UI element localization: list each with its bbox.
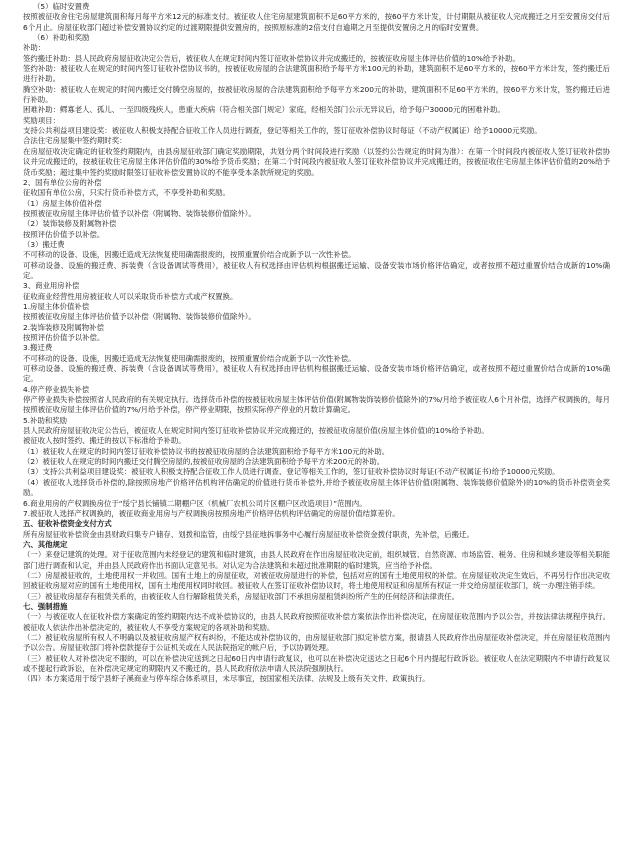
paragraph: （一）与被征收人在征收补偿方案确定的签约期限内达不成补偿协议的，由县人民政府按照征收补偿方案依法作出补偿决定，在房屋征收范围内予以公告，并按法律法规程序执行。被征收人依法作出补偿决定的，被征收人不享受方案规定的各项补助和奖励。 — [23, 612, 610, 632]
paragraph: （4）被征收人选择货币补偿的,除按照房地产价格评估机构评估确定的价值进行货币补偿外,并给予被征收房屋主体评估价值(附属物、装饰装修价值除外)的10%的货币补偿资金奖励。 — [23, 477, 610, 498]
paragraph: （四）本方案适用于绥宁县虾子溪商业与停车综合体系项目，未尽事宜，按国家相关法律、法规及上级有关文件、政策执行。 — [23, 674, 430, 684]
section-heading: 六、其他规定 — [23, 539, 68, 549]
paragraph: 按照评估价值予以补偿。 — [23, 229, 105, 239]
paragraph: （6）补助和奖励 — [33, 33, 90, 43]
paragraph: （1）被征收人在规定的时间内签订征收补偿协议书的按被征收房屋的合法建筑面积给予每平方米100元的补助。 — [23, 446, 390, 456]
paragraph: 按照被征收房屋主体评估价值予以补偿（附属物、装饰装修价值除外）。 — [23, 312, 256, 322]
paragraph: 4.停产停业损失补偿 — [23, 384, 90, 394]
paragraph: 被征收人按时签约、搬迁的按以下标准给予补助。 — [23, 436, 186, 446]
paragraph: （2）装饰装修及附属物补偿 — [23, 219, 117, 229]
paragraph: （三）被征收房屋存有租赁关系的，由被征收人自行解除租赁关系，房屋征收部门不承担房屋租赁纠纷所产生的任何经济和法律责任。 — [23, 591, 460, 601]
paragraph: 7.被征收人选择产权调换的，被征收商业用房与产权调换房按照房地产价格评估机构评估确定的房屋价值结算差价。 — [23, 508, 400, 518]
paragraph: （3）搬迁费 — [23, 239, 65, 249]
paragraph: （三）被征收人对补偿决定不服的，可以在补偿决定送到之日起60日内申请行政复议，也可以在补偿决定送达之日起6个月内提起行政诉讼。被征收人在法定期限内不申请行政复议或不提起行政诉讼，在补偿决定规定的期限内又不搬迁的，县人民政府依法申请人民法院强制执行。 — [23, 653, 610, 673]
paragraph: 县人民政府房屋征收决定公告后，被征收人在规定时间内签订征收补偿协议并完成搬迁的，按被征收房屋价值(房屋主体价值)的10%给予补助。 — [23, 426, 489, 436]
paragraph: 合法住宅房屋集中签约期时奖： — [23, 136, 127, 146]
paragraph: 可移动设备、设施的搬迁费、拆装费（含设备调试等费用），被征收人有权选择由评估机构根据搬迁运输、设备安装市场价格评估确定，或者按照不超过重置价结合成新的10%确定。 — [23, 260, 610, 280]
paragraph: 不可移动的设备、设施，因搬迁造成无法恢复使用确需报废的，按照重置价结合成新予以一次性补偿。 — [23, 353, 356, 363]
paragraph: 按照被征收舍住宅房屋建筑面积每月每平方米12元的标准支付。被征收人住宅房屋建筑面积不足60平方米的，按60平方米计发，计付期限从被征收人完成搬迁之月至安置房交付后6个月止。房屋征收部门超过补偿安置协议约定的过渡期限提供安置房的，按照原标准的2倍支付自逾期之月至提供安置房之月的临时安置费。 — [23, 12, 610, 32]
paragraph: 不可移动的设备、设施，因搬迁造成无法恢复使用确需报废的，按照重置价结合成新予以一次性补偿。 — [23, 250, 356, 260]
paragraph: （3）支持公共利益项目建设奖：被征收人积极支持配合征收工作人员进行调查、登记等相关工作的，签订征收补偿协议时每证(不动产权属证书)给予10000元奖励。 — [23, 467, 560, 477]
paragraph: 2、国有单位公房的补偿 — [23, 177, 102, 187]
paragraph: 所有房屋征收补偿资金由县财政归集专户储存、划拨和监管，由绥宁县征地拆事务中心履行房屋征收补偿资金拨付职责，先补偿，后搬迁。 — [23, 529, 474, 539]
section-heading: 五、征收补偿资金支付方式 — [23, 519, 112, 529]
paragraph: 可移动设备、设施的搬迁费、拆装费（含设备调试等费用），被征收人有权选择由评估机构根据搬迁运输、设备安装市场价格评估确定，或者按照不超过重置价结合成新的10%确定。 — [23, 364, 610, 384]
paragraph: 签约搬迁补助：县人民政府房屋征收决定公告后，被征收人在规定时间内签订征收补偿协议并完成搬迁的，按被征收房屋主体评估价值的10%给予补助。 — [23, 53, 520, 63]
section-heading: 七、强制措施 — [23, 601, 68, 611]
paragraph: （二）被征收房屋所有权人不明确以及被征收房屋产权有纠纷，不能达成补偿协议的，由房屋征收部门拟定补偿方案，报请县人民政府作出房屋征收补偿决定，并在房屋征收范围内予以公告。房屋征收部门将补偿款提存于公证机关或在人民法院指定的帐户后，予以协调处理。 — [23, 632, 610, 653]
paragraph: 3.搬迁费 — [23, 343, 53, 353]
paragraph: 按照被征收房屋主体评估价值予以补偿（附属物、装饰装修价值除外）。 — [23, 208, 256, 218]
paragraph: 支持公共利益项目建设奖：被征收人积极支持配合征收工作人员进行调查，登记等相关工作的，签订征收补偿协议时每证（不动产权属证）给予10000元奖励。 — [23, 126, 542, 136]
paragraph: 腾空补助：被征收人在规定的时间内搬迁交付腾空房屋的，按被征收房屋的合法建筑面积给予每平方米200元的补助，建筑面积不足60平方米的，按60平方米计发，签约搬迁后进行补助。 — [23, 84, 610, 105]
paragraph: （二）房屋被征收的，土地使用权一并收回。国有土地上的房屋征收，对被征收房屋进行的补偿，包括对应的国有土地使用权的补偿。在房屋征收决定生效后，不再另行作出决定收回被征收房屋对应的国有土地使用权，国有土地使用权同时收回。被征收人在签订征收补偿协议时，将土地使用权证和房屋所有权证一并交给房屋征收部门，统一办理注销手续。 — [23, 570, 610, 591]
paragraph: （2）被征收人在规定的时间内搬迁交付腾空房屋的,按被征收房屋的合法建筑面积给予每平方米200元的补助。 — [23, 457, 385, 467]
paragraph: 3、商业用房补偿 — [23, 281, 80, 291]
paragraph: 困难补助：鳏寡老人、孤儿、一至四级残疾人，患重大疾病（符合相关部门规定）家庭，经相关部门公示无异议后，给予每户30000元的困难补助。 — [23, 105, 505, 115]
paragraph: 2.装饰装修及附属物补偿 — [23, 322, 104, 332]
paragraph: 6.商业用房的产权调换房位于“绥宁县长铺镇二期棚户区（机械厂农机公司片区棚户区改造项目）”范围内。 — [23, 498, 367, 508]
paragraph: 停产停业损失补偿按照省人民政府的有关规定执行。选择货币补偿的按被征收房屋主体评估价值(附属物装饰装修价值除外)的7%/月给予被征收人6个月补偿，选择产权调换的，每月按照被征收房屋主体评估价值的7%/月给予补偿，停产停业期限，按照实际停产停业的月数计算确定。 — [23, 395, 610, 415]
paragraph: （5）临时安置费 — [33, 2, 90, 11]
paragraph: 补助： — [23, 43, 46, 53]
paragraph: 签约补助：被征收人在规定的时间内签订征收补偿协议书的，按被征收房屋的合法建筑面积给予每平方米100元的补助，建筑面积不足60平方米的，按60平方米计发，签约搬迁后进行补助。 — [23, 64, 610, 84]
paragraph: （一）来登记建筑的处理。对于征收范围内未经登记的建筑和临时建筑，由县人民政府在作出房屋征收决定前，组织城管、自然资源、市场监管、税务、住房和城乡建设等相关职能部门进行调查和认定，并由县人民政府作出书面认定意见书。对认定为合法建筑和未超过批准期限的临时建筑，应当给予补偿。 — [23, 550, 610, 570]
paragraph: 奖励项目： — [23, 115, 60, 125]
paragraph: 征收国有单位公房，只实行货币补偿方式，不享受补助和奖励。 — [23, 188, 230, 198]
paragraph: 按照评估价值予以补偿。 — [23, 333, 105, 342]
paragraph: 在房屋征收决定确定的征收签约期限内，由县房屋征收部门确定奖励期限，共划分两个时间段进行奖励（以签约公告规定的时间为准）：在第一个时间段内被征收人签订征收补偿协议并完成搬迁的，按被征收住宅房屋主体评估价值的30%给予货币奖励；在第二个时间段内被征收人签订征收补偿协议并完成搬迁的，按被征收住宅房屋主体评估价值的20%给予货币奖励；超过集中签约奖励时限签订征收补偿安置协议的不能享受本条款所规定的奖励。 — [23, 146, 610, 177]
paragraph: 5.补助和奖励 — [23, 415, 68, 425]
paragraph: 征收商业经营性用房被征收人可以采取货币补偿方式或产权置换。 — [23, 291, 238, 301]
paragraph: （1）房屋主体价值补偿 — [23, 198, 102, 208]
paragraph: 1.房屋主体价值补偿 — [23, 301, 90, 311]
